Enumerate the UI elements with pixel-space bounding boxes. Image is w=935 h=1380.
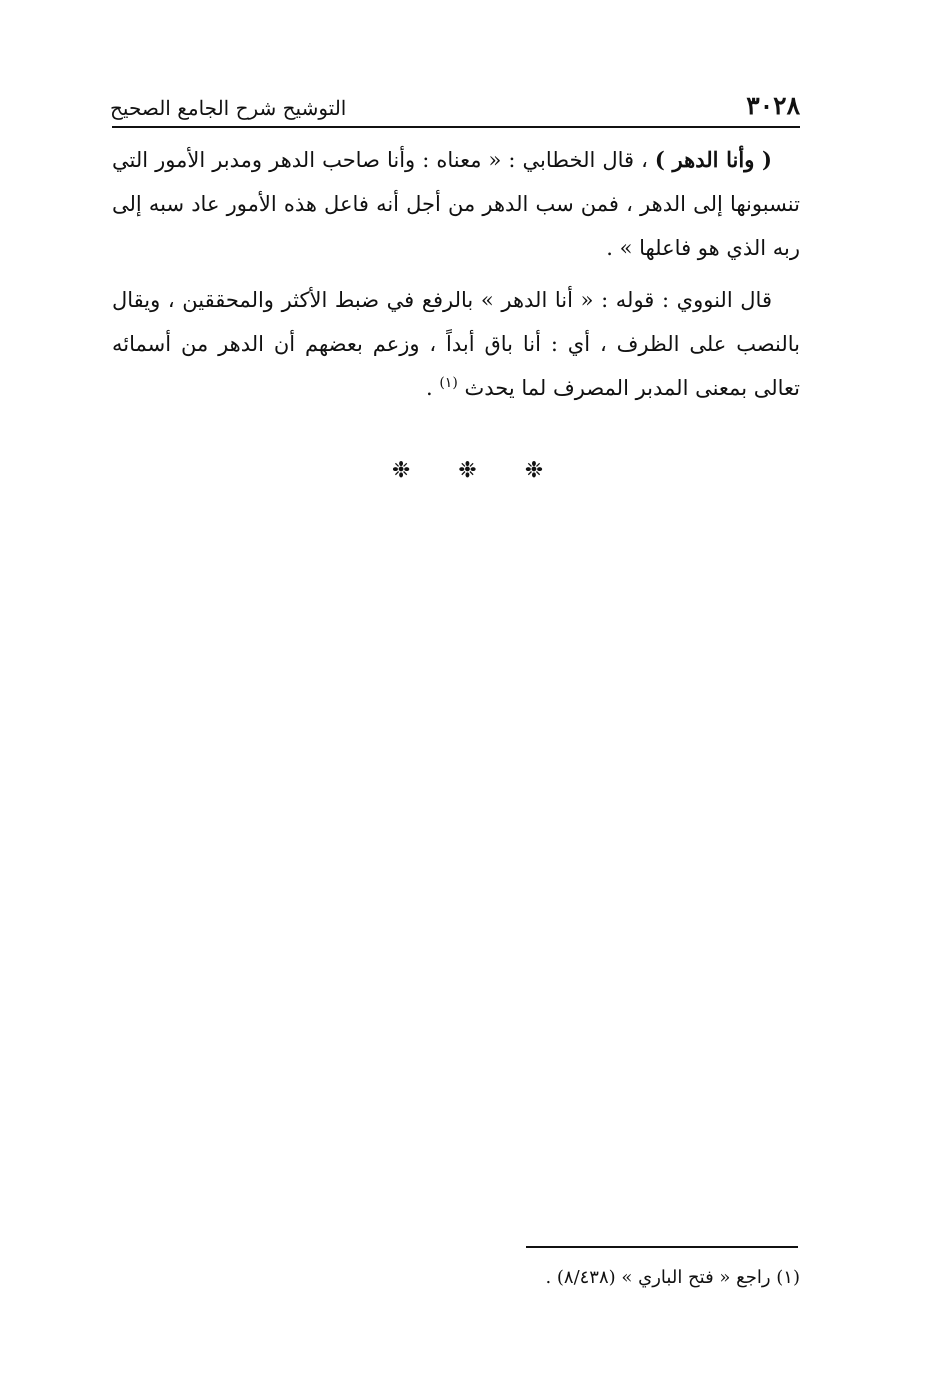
- running-title: التوشيح شرح الجامع الصحيح: [110, 96, 347, 120]
- paragraph-1: [112, 138, 800, 270]
- hadith-phrase: ( وأنا الدهر ): [654, 147, 772, 172]
- paragraph-1-text: ، قال الخطابي : « معناه : وأنا صاحب الدهر ومدبر الأمور التي تنسبونها إلى الدهر ، فمن سب الدهر من أجل أنه فاعل هذه الأمور عاد سبه إلى ربه الذي هو فاعلها » .: [112, 148, 800, 260]
- footnote: (١) راجع « فتح الباري » (٨/٤٣٨) .: [545, 1267, 800, 1288]
- header-rule: [112, 126, 800, 128]
- paragraph-2-tail: .: [425, 376, 440, 400]
- page-number: ٣٠٢٨: [746, 91, 800, 120]
- separator-star-icon: ❉: [458, 458, 477, 483]
- paragraph-2-text: قال النووي : قوله : « أنا الدهر » بالرفع في ضبط الأكثر والمحققين ، ويقال بالنصب على الظرف ، أي : أنا باق أبداً ، وزعم بعضهم أن الدهر من أسمائه تعالى بمعنى المدبر المصرف لما يحدث: [112, 288, 800, 400]
- section-separator: [0, 458, 935, 483]
- page-header: [110, 82, 800, 124]
- separator-star-icon: ❉: [524, 458, 544, 483]
- footnote-rule: [526, 1246, 798, 1248]
- paragraph-2: [112, 278, 800, 410]
- main-text: [112, 138, 800, 410]
- separator-star-icon: ❉: [391, 458, 411, 483]
- footnote-marker[interactable]: (١): [439, 375, 458, 391]
